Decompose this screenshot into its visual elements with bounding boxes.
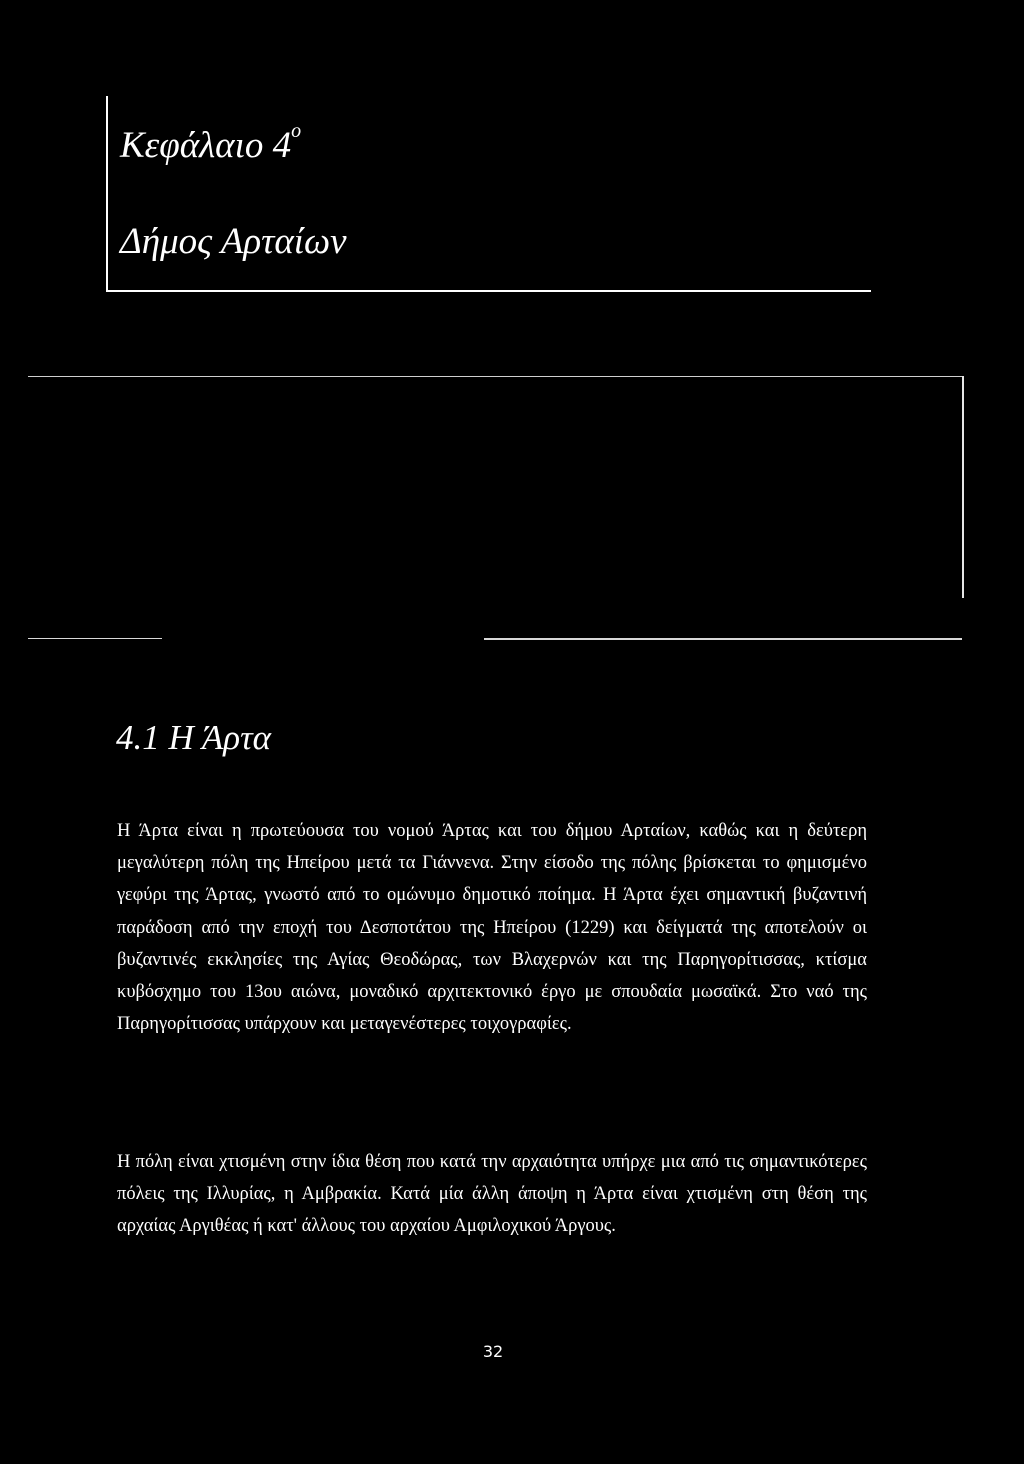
frame-line-top [28,376,962,377]
chapter-number-text: Κεφάλαιο 4 [120,125,292,166]
frame-line-bottom-left [28,638,162,639]
frame-line-right [962,376,964,598]
chapter-title: Δήμος Αρταίων [120,221,347,262]
frame-line-bottom-right [484,638,962,640]
section-heading: 4.1 Η Άρτα [116,718,271,757]
chapter-title-box [106,96,871,292]
chapter-number [120,120,302,167]
body-paragraph-2: Η πόλη είναι χτισμένη στην ίδια θέση που κατά την αρχαιότητα υπήρχε μια από τις σημαντικότερες πόλεις της Ιλλυρίας, η Αμβρακία. Κατά μία άλλη άποψη η Άρτα είναι χτισμένη στη θέση της αρχαίας Αργιθέας ή κατ' άλλους του αρχαίου Αμφιλοχικού Άργους. [117,1152,867,1237]
chapter-number-superscript: ο [291,120,302,142]
body-paragraph-1: Η Άρτα είναι η πρωτεύουσα του νομού Άρτας και του δήμου Αρταίων, καθώς και η δεύτερη μεγαλύτερη πόλη της Ηπείρου μετά τα Γιάννενα. Στην είσοδο της πόλης βρίσκεται το φημισμένο γεφύρι της Άρτας, γνωστό από το ομώνυμο δημοτικό ποίημα. Η Άρτα έχει σημαντική βυζαντινή παράδοση από την εποχή του Δεσποτάτου της Ηπείρου (1229) και δείγματά της αποτελούν οι βυζαντινές εκκλησίες της Αγίας Θεοδώρας, των Βλαχερνών και της Παρηγορίτισσας, κτίσμα κυβόσχημο του 13ου αιώνα, μοναδικό αρχιτεκτονικό έργο με σπουδαία μωσαϊκά. Στο ναό της Παρηγορίτισσας υπάρχουν και μεταγενέστερες τοιχογραφίες. [117,821,867,1035]
page-number: 32 [482,1342,504,1361]
